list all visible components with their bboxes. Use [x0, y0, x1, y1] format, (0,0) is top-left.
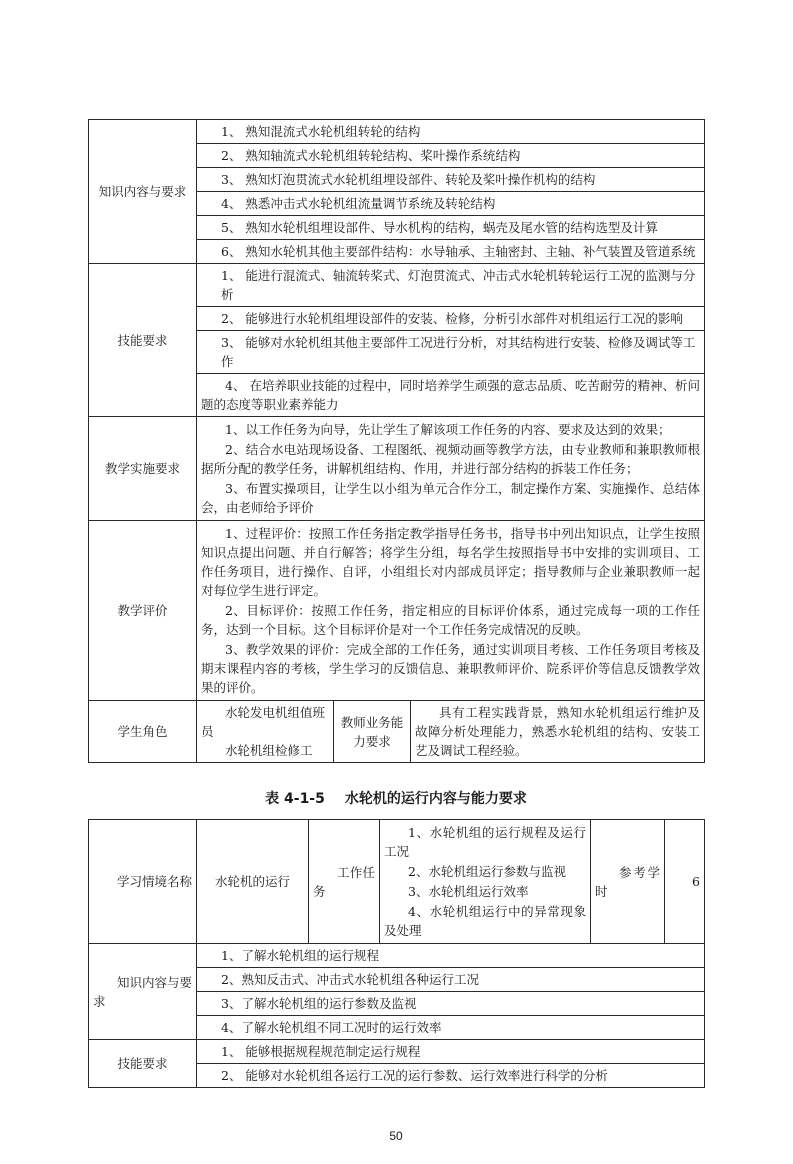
skill-item: 1、 能够根据规程规范制定运行规程 — [197, 1040, 705, 1064]
knowledge-item: 3、 熟知灯泡贯流式水轮机组埋设部件、转轮及桨叶操作机构的结构 — [197, 168, 705, 192]
teaching-evaluation-label: 教学评价 — [89, 521, 197, 701]
skill-item: 2、 能够进行水轮机组埋设部件的安装、检修，分析引水部件对机组运行工况的影响 — [197, 307, 705, 331]
knowledge-item: 4、了解水轮机组不同工况时的运行效率 — [197, 1016, 705, 1040]
table-caption — [88, 789, 704, 809]
turbine-operation-table — [88, 819, 705, 1088]
knowledge-row — [89, 944, 705, 968]
knowledge-item: 5、 熟知水轮机组埋设部件、导水机构的结构，蜗壳及尾水管的结构选型及计算 — [197, 216, 705, 240]
work-task-item: 1、水轮机组的运行规程及运行工况 — [384, 825, 586, 859]
learning-context-value: 水轮机的运行 — [197, 820, 309, 944]
teaching-evaluation-row — [89, 521, 705, 701]
implementation-paragraph: 2、结合水电站现场设备、工程图纸、视频动画等教学方法，由专业教师和兼职教师根据所分配的教学任务，讲解机组结构、作用，并进行部分结构的拆装工作任务； — [201, 442, 701, 476]
knowledge-row — [89, 120, 705, 144]
evaluation-paragraph: 2、目标评价：按照工作任务，指定相应的目标评价体系，通过完成每一项的工作任务，达到一个目标。这个目标评价是对一个工作任务完成情况的反映。 — [201, 603, 701, 637]
teaching-implementation-label: 教学实施要求 — [89, 417, 197, 521]
student-role-item: 水轮机组检修工 — [225, 743, 313, 758]
teacher-requirement-label: 教师业务能力要求 — [334, 701, 411, 763]
reference-hours-value: 6 — [665, 820, 705, 944]
skills-label: 技能要求 — [89, 264, 197, 417]
student-role-label: 学生角色 — [89, 701, 197, 763]
page-number: 50 — [389, 1129, 403, 1143]
skill-item: 2、 能够对水轮机组各运行工况的运行参数、运行效率进行科学的分析 — [197, 1064, 705, 1088]
learning-context-label: 学习情境名称 — [89, 820, 197, 944]
reference-hours-label: 参考学时 — [591, 820, 665, 944]
work-task-item: 4、水轮机组运行中的异常现象及处理 — [384, 904, 586, 938]
teaching-implementation-row — [89, 417, 705, 521]
student-role-row — [89, 701, 705, 763]
work-task-list — [380, 820, 591, 944]
work-task-item: 3、水轮机组运行效率 — [408, 884, 529, 899]
knowledge-item: 4、 熟悉冲击式水轮机组流量调节系统及转轮结构 — [197, 192, 705, 216]
knowledge-item: 6、 熟知水轮机其他主要部件结构：水导轴承、主轴密封、主轴、补气装置及管道系统 — [197, 240, 705, 264]
student-role-item: 水轮发电机组值班员 — [201, 705, 326, 739]
knowledge-item: 3、了解水轮机组的运行参数及监视 — [197, 992, 705, 1016]
student-roles — [197, 701, 334, 763]
work-task-item: 2、水轮机组运行参数与监视 — [408, 864, 566, 879]
table-number: 表 4-1-5 — [265, 791, 325, 807]
evaluation-paragraph: 3、教学效果的评价：完成全部的工作任务，通过实训项目考核、工作任务项目考核及期末课程内容的考核，学生学习的反馈信息、兼职教师评价、院系评价等信息反馈教学效果的评价。 — [201, 642, 701, 695]
implementation-paragraph: 1、以工作任务为向导，先让学生了解该项工作任务的内容、要求及达到的效果； — [225, 422, 671, 437]
knowledge-item: 1、了解水轮机组的运行规程 — [197, 944, 705, 968]
skills-row — [89, 264, 705, 307]
teaching-implementation-content — [197, 417, 705, 521]
knowledge-item: 2、熟知反击式、冲击式水轮机组各种运行工况 — [197, 968, 705, 992]
teacher-requirement-content: 具有工程实践背景，熟知水轮机组运行维护及故障分析处理能力，熟悉水轮机组的结构、安装工艺及调试工程经验。 — [411, 701, 705, 763]
skill-item: 1、 能进行混流式、轴流转桨式、灯泡贯流式、冲击式水轮机转轮运行工况的监测与分析 — [197, 264, 705, 307]
skills-label: 技能要求 — [89, 1040, 197, 1088]
work-task-label: 工作任务 — [309, 820, 380, 944]
table-title: 水轮机的运行内容与能力要求 — [344, 791, 527, 807]
skill-item: 4、 在培养职业技能的过程中，同时培养学生顽强的意志品质、吃苦耐劳的精神、析问题的态度等职业素养能力 — [197, 374, 705, 417]
skills-row — [89, 1040, 705, 1064]
course-requirements-table — [88, 119, 705, 763]
knowledge-item: 1、 熟知混流式水轮机组转轮的结构 — [197, 120, 705, 144]
implementation-paragraph: 3、布置实操项目，让学生以小组为单元合作分工，制定操作方案、实施操作、总结体会，由老师给予评价 — [201, 481, 701, 515]
knowledge-item: 2、 熟知轴流式水轮机组转轮结构、桨叶操作系统结构 — [197, 144, 705, 168]
knowledge-label: 知识内容与要求 — [89, 944, 197, 1040]
skill-item: 3、 能够对水轮机组其他主要部件工况进行分析，对其结构进行安装、检修及调试等工作 — [197, 331, 705, 374]
knowledge-label: 知识内容与要求 — [89, 120, 197, 264]
teaching-evaluation-content — [197, 521, 705, 701]
header-row — [89, 820, 705, 944]
evaluation-paragraph: 1、过程评价：按照工作任务指定教学指导任务书，指导书中列出知识点，让学生按照知识点提出问题、并自行解答；将学生分组，每名学生按照指导书中安排的实训项目、工作任务项目，进行操作、自评，小组组长对内部成员评定；指导教师与企业兼职教师一起对每位学生进行评定。 — [201, 526, 701, 598]
